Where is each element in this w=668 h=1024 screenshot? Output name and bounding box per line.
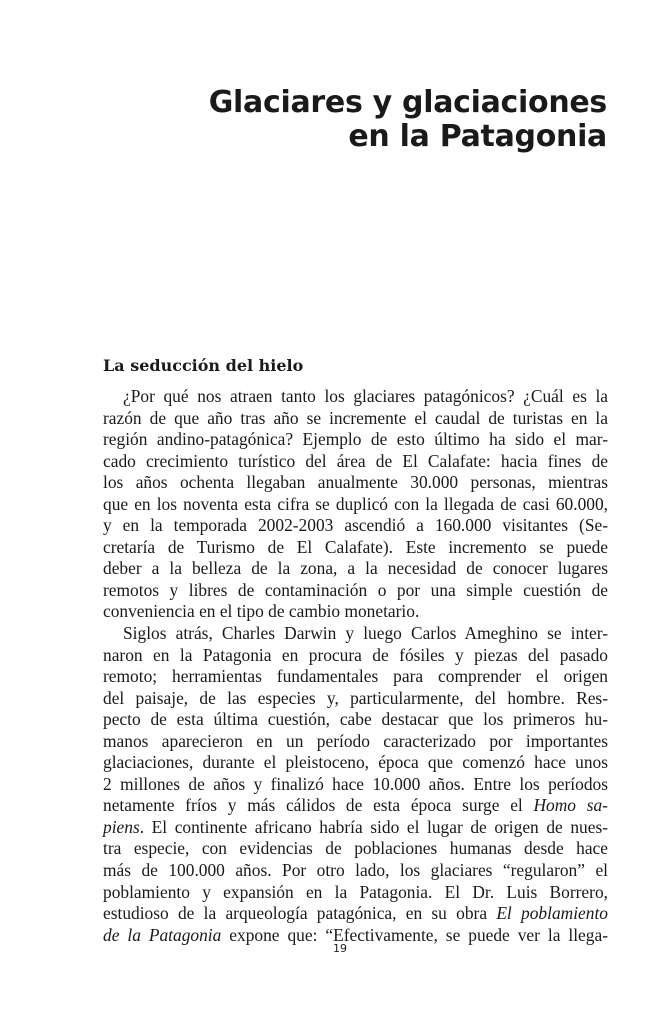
text-line: poblamiento y expansión en la Patagonia. El Dr. Luis Borrero,	[103, 881, 608, 902]
text-line: región andino-patagónica? Ejemplo de esto último ha sido el mar-	[103, 429, 608, 450]
text-line: los años ochenta llegaban anualmente 30.000 personas, mientras	[103, 472, 608, 493]
paragraph-2	[103, 623, 608, 946]
text-line: razón de que año tras año se incremente el caudal de turistas en la	[103, 407, 608, 428]
text-line	[103, 795, 608, 817]
body-text	[103, 386, 608, 946]
text-line: más de 100.000 años. Por otro lado, los glaciares “regularon” el	[103, 860, 608, 881]
book-title: de la Patagonia	[103, 924, 222, 945]
text-line: conveniencia en el tipo de cambio monetario.	[103, 601, 420, 622]
text-line: que en los noventa esta cifra se duplicó con la llegada de casi 60.000,	[103, 493, 608, 514]
text-line: tra especie, con evidencias de poblaciones humanas desde hace	[103, 838, 608, 859]
text-run: estudioso de la arqueología patagónica, en su obra	[103, 903, 488, 924]
italic-term: piens	[103, 816, 140, 837]
text-line: ¿Por qué nos atraen tanto los glaciares patagónicos? ¿Cuál es la	[123, 386, 608, 406]
chapter-title	[87, 86, 607, 154]
chapter-title-line-2: en la Patagonia	[348, 119, 607, 154]
text-line	[103, 903, 608, 925]
chapter-title-line-1: Glaciares y glaciaciones	[208, 85, 607, 120]
section-heading: La seducción del hielo	[103, 356, 304, 375]
text-run: . El continente africano habría sido el lugar de origen de nues-	[139, 816, 608, 837]
text-run: expone que: “Efectivamente, se puede ver la llega-	[221, 924, 608, 945]
text-line: 2 millones de años y finalizó hace 10.000 años. Entre los períodos	[103, 773, 608, 794]
text-line: cretaría de Turismo de El Calafate). Este incremento se puede	[103, 536, 608, 557]
text-line: Siglos atrás, Charles Darwin y luego Carlos Ameghino se inter-	[123, 623, 608, 644]
text-line: remoto; herramientas fundamentales para comprender el origen	[103, 666, 608, 687]
paragraph-1	[103, 386, 608, 623]
text-line: y en la temporada 2002-2003 ascendió a 160.000 visitantes (Se-	[103, 515, 608, 536]
text-line: remotos y libres de contaminación o por una simple cuestión de	[103, 579, 608, 600]
text-line: del paisaje, de las especies y, particularmente, del hombre. Res-	[103, 687, 608, 708]
page-number: 19	[333, 942, 347, 955]
text-line: deber a la belleza de la zona, a la necesidad de conocer lugares	[103, 558, 608, 579]
text-line: manos aparecieron en un período caracterizado por importantes	[103, 730, 608, 751]
italic-term: Homo sa-	[533, 795, 608, 816]
text-line	[103, 817, 608, 839]
text-line: cado crecimiento turístico del área de El Calafate: hacia fines de	[103, 450, 608, 471]
text-line: pecto de esta última cuestión, cabe destacar que los primeros hu-	[103, 709, 608, 730]
book-title: El poblamiento	[496, 903, 608, 924]
text-line: naron en la Patagonia en procura de fósiles y piezas del pasado	[103, 644, 608, 665]
text-line: glaciaciones, durante el pleistoceno, época que comenzó hace unos	[103, 752, 608, 773]
text-run: netamente fríos y más cálidos de esta época surge el	[103, 795, 523, 816]
